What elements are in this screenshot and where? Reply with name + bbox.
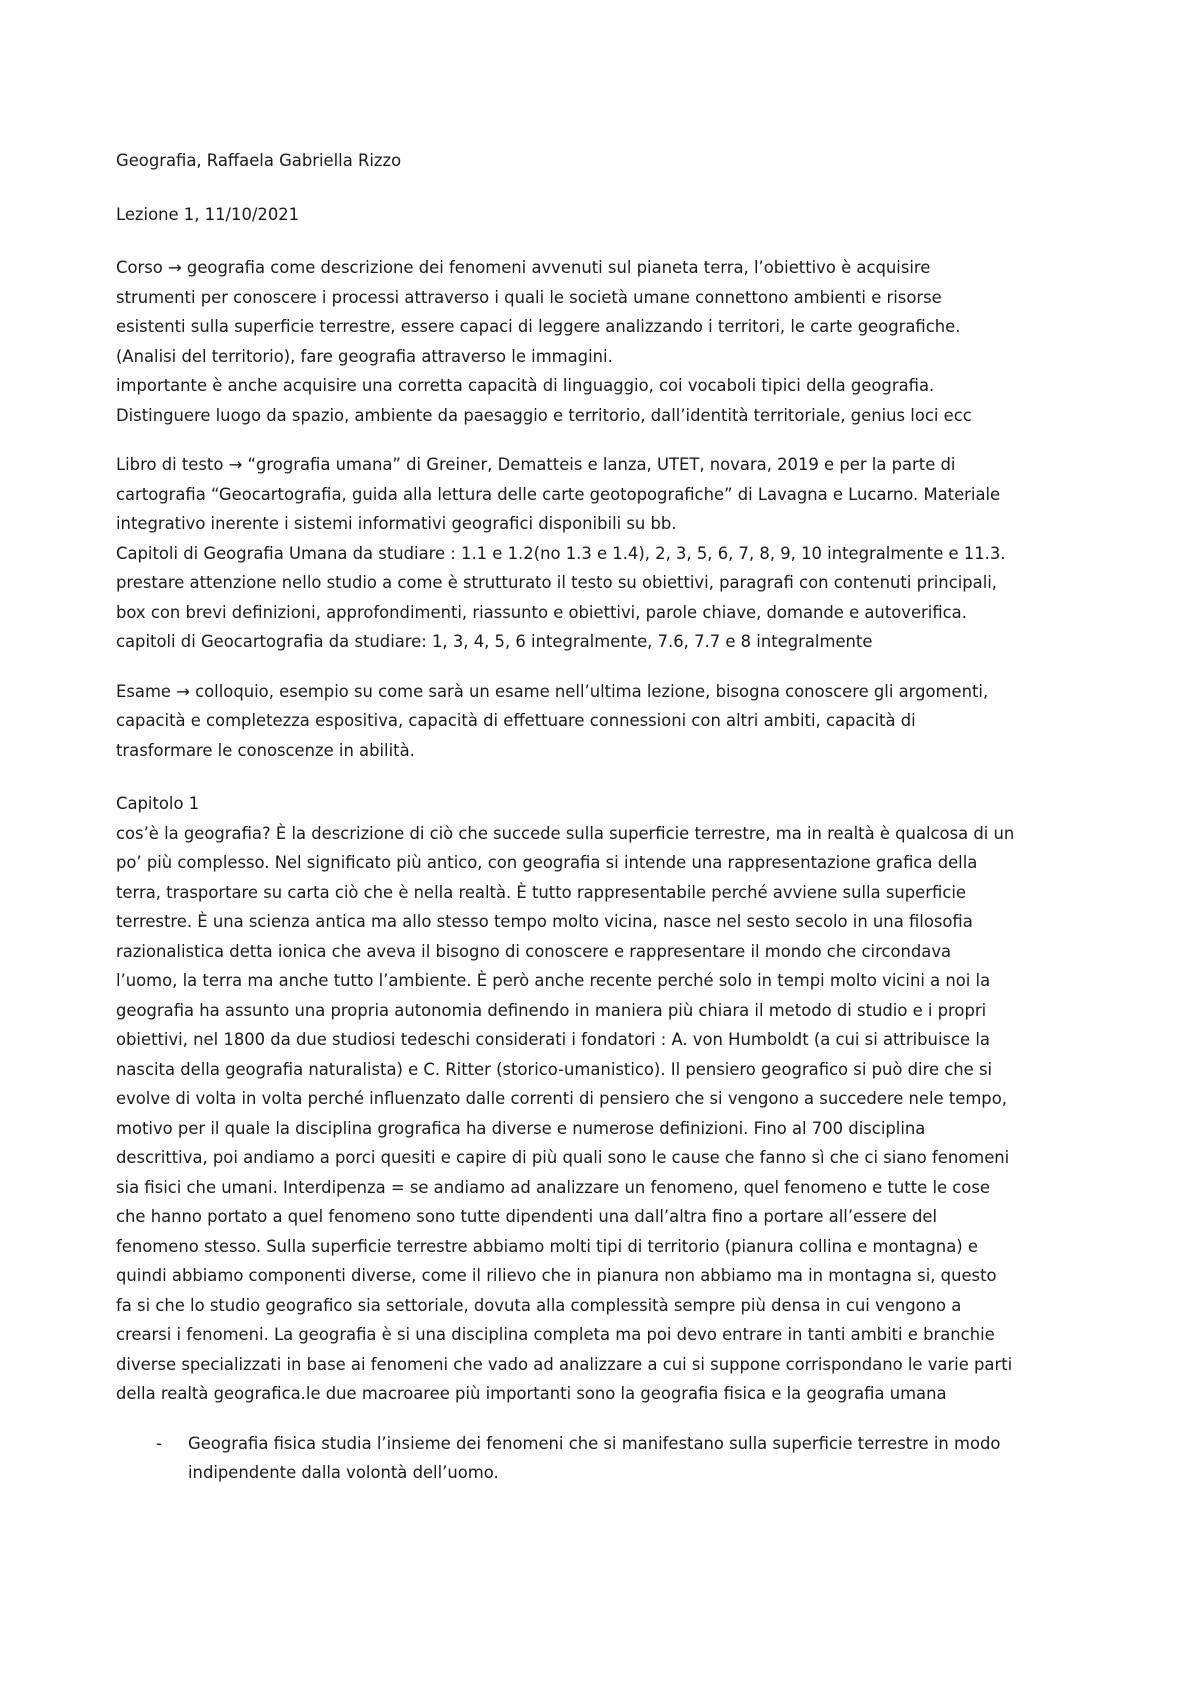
text-line: che hanno portato a quel fenomeno sono tutte dipendenti una dall’altra fino a portare all’essere del [116,1207,938,1226]
text-line: razionalistica detta ionica che aveva il bisogno di conoscere e rappresentare il mondo che circondava [116,941,952,961]
text-line: po’ più complesso. Nel significato più antico, con geografia si intende una rappresentazione grafica della [116,853,978,872]
text-line: descrittiva, poi andiamo a porci quesiti e capire di più quali sono le cause che fanno sì che ci siano fenomeni [116,1148,1010,1167]
text-line: diverse specializzati in base ai fenomeni che vado ad analizzare a cui si suppone corrispondano le varie parti [116,1354,1013,1374]
text-line: sia fisici che umani. Interdipenza = se andiamo ad analizzare un fenomeno, quel fenomeno e tutte le cose [116,1177,990,1197]
text-line: terrestre. È una scienza antica ma allo stesso tempo molto vicina, nasce nel sesto secolo in una filosofia [116,912,973,931]
paragraph-capitolo [116,819,1090,1409]
text-line: capitoli di Geocartografia da studiare: 1, 3, 4, 5, 6 integralmente, 7.6, 7.7 e 8 integralmente [116,632,873,651]
text-line: terra, trasportare su carta ciò che è nella realtà. È tutto rappresentabile perché avviene sulla superficie [116,882,966,902]
text-line: prestare attenzione nello studio a come è strutturato il testo su obiettivi, paragrafi con contenuti principali, [116,573,998,592]
text-line: nascita della geografia naturalista) e C. Ritter (storico-umanistico). Il pensiero geografico si può dire che si [116,1059,993,1079]
text-line: fenomeno stesso. Sulla superficie terrestre abbiamo molti tipi di territorio (pianura collina e montagna) e [116,1236,978,1256]
text-line: obiettivi, nel 1800 da due studiosi tedeschi considerati i fondatori : A. von Humboldt (a cui si attribuisce la [116,1030,990,1049]
text-line: trasformare le conoscenze in abilità. [116,740,415,760]
text-line: esistenti sulla superficie terrestre, essere capaci di leggere analizzando i territori, le carte geografiche. [116,317,961,336]
paragraph-esame [116,677,1090,766]
text-line: l’uomo, la terra ma anche tutto l’ambiente. È però anche recente perché solo in tempi molto vicini a noi la [116,971,991,990]
text-line: Libro di testo → “grografia umana” di Greiner, Dematteis e lanza, UTET, novara, 2019 e per la parte di [116,455,956,474]
text-line: box con brevi definizioni, approfondimenti, riassunto e obiettivi, parole chiave, domande e autoverifica. [116,602,967,622]
text-line: strumenti per conoscere i processi attraverso i quali le società umane connettono ambienti e risorse [116,287,942,307]
bullet-marker: - [156,1433,162,1453]
text-line: integrativo inerente i sistemi informativi geografici disponibili su bb. [116,514,677,533]
text-line: cos’è la geografia? È la descrizione di ciò che succede sulla superficie terrestre, ma in realtà è qualcosa di un [116,823,1015,843]
text-line: Geografia fisica studia l’insieme dei fenomeni che si manifestano sulla superficie terrestre in modo [188,1433,1001,1453]
text-line: importante è anche acquisire una corretta capacità di linguaggio, coi vocaboli tipici della geografia. [116,376,935,395]
text-line: Corso → geografia come descrizione dei fenomeni avvenuti sul pianeta terra, l’obiettivo è acquisire [116,258,931,277]
document-title: Geografia, Raffaela Gabriella Rizzo [116,151,402,170]
text-line: crearsi i fenomeni. La geografia è si una disciplina completa ma poi devo entrare in tanti ambiti e branchie [116,1325,995,1344]
text-line: Esame → colloquio, esempio su come sarà un esame nell’ultima lezione, bisogna conoscere gli argomenti, [116,681,989,701]
text-line: fa si che lo studio geografico sia settoriale, dovuta alla complessità sempre più densa in cui vengono a [116,1295,962,1315]
paragraph-corso [116,253,1090,430]
paragraph-libro [116,450,1090,657]
text-line: (Analisi del territorio), fare geografia attraverso le immagini. [116,346,613,366]
text-line: quindi abbiamo componenti diverse, come il rilievo che in pianura non abbiamo ma in montagna si, questo [116,1266,997,1285]
lesson-heading: Lezione 1, 11/10/2021 [116,204,300,224]
bullet-list-item [116,1429,1090,1488]
text-line: Distinguere luogo da spazio, ambiente da paesaggio e territorio, dall’identità territoriale, genius loci ecc [116,405,972,425]
text-line: della realtà geografica.le due macroaree più importanti sono la geografia fisica e la geografia umana [116,1384,947,1403]
text-line: cartografia “Geocartografia, guida alla lettura delle carte geotopografiche” di Lavagna e Lucarno. Materiale [116,484,1001,504]
text-line: indipendente dalla volontà dell’uomo. [188,1463,499,1482]
text-line: capacità e completezza espositiva, capacità di effettuare connessioni con altri ambiti, capacità di [116,711,916,730]
chapter-heading: Capitolo 1 [116,794,200,813]
text-line: Capitoli di Geografia Umana da studiare : 1.1 e 1.2(no 1.3 e 1.4), 2, 3, 5, 6, 7, 8, 9, 10 integralmente e 11.3. [116,543,1006,563]
text-line: evolve di volta in volta perché influenzato dalle correnti di pensiero che si vengono a succedere nele tempo, [116,1089,1007,1108]
text-line: motivo per il quale la disciplina grografica ha diverse e numerose definizioni. Fino al 700 disciplina [116,1118,926,1138]
text-line: geografia ha assunto una propria autonomia definendo in maniera più chiara il metodo di studio e i propri [116,1000,987,1020]
